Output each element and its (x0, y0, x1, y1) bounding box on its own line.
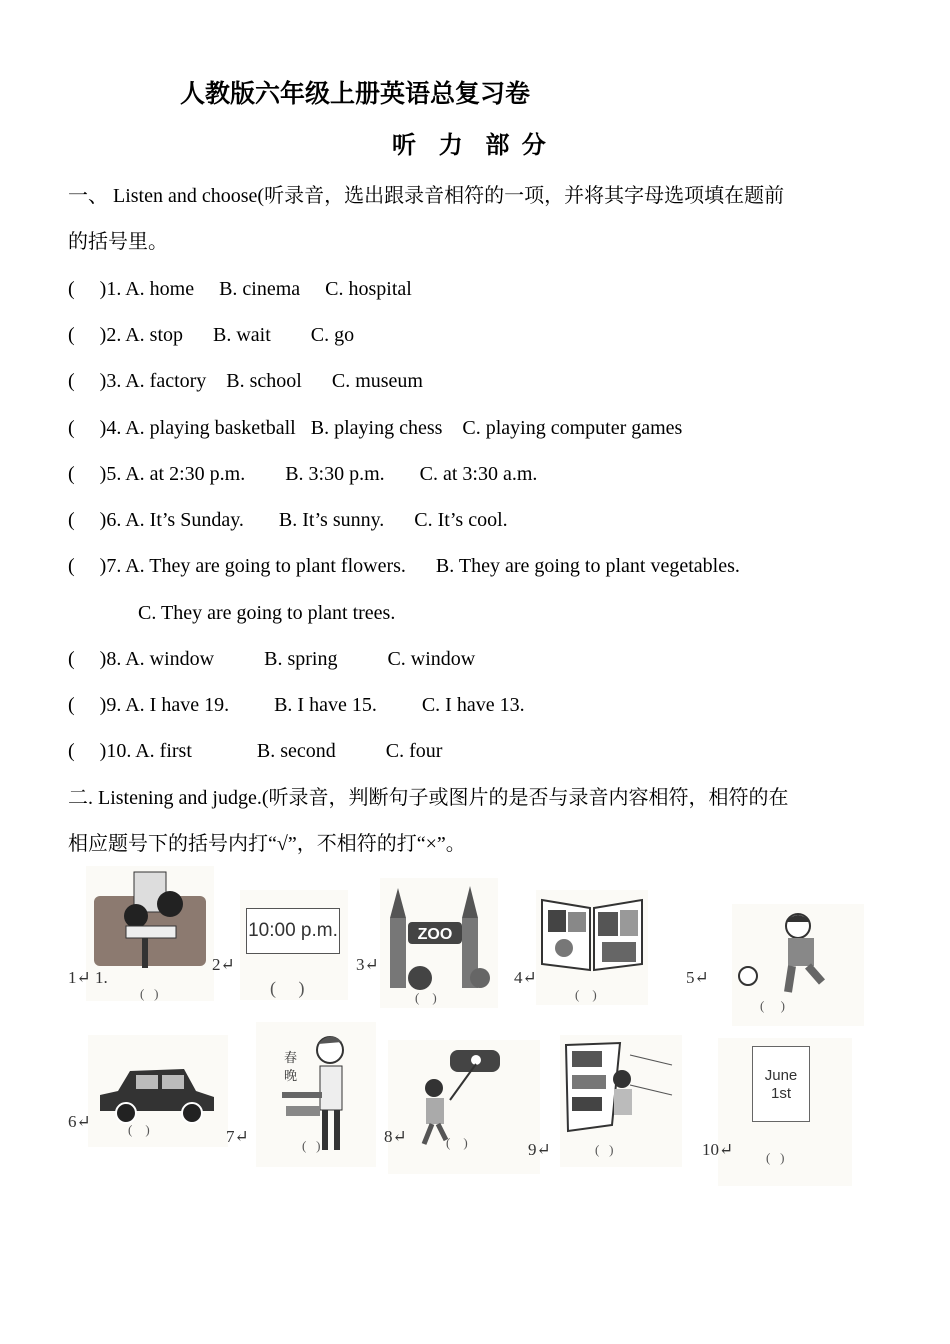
part2-instruction: 二. Listening and judge.(听录音，判断句子或图片的是否与录音内容相符，相符的在 (68, 787, 789, 809)
picture-2-answer[interactable]: ( ) (270, 978, 305, 998)
question-4: ( )4. A. playing basketball B. playing chess C. playing computer games (68, 417, 683, 439)
question-9: ( )9. A. I have 19. B. I have 15. C. I have 13. (68, 694, 525, 716)
section-heading: 听 力 部 分 (392, 131, 548, 159)
picture-2-label: 2↵ (212, 955, 235, 974)
svg-text:晚: 晚 (284, 1069, 298, 1084)
picture-9-label: 9↵ (528, 1140, 551, 1159)
page-title: 人教版六年级上册英语总复习卷 (180, 79, 531, 108)
picture-9-answer[interactable]: ( ) (595, 1142, 614, 1157)
question-5: ( )5. A. at 2:30 p.m. B. 3:30 p.m. C. at 3:30 a.m. (68, 463, 538, 485)
picture-6-answer[interactable]: ( ) (128, 1122, 150, 1137)
part2-instruction-cont: 相应题号下的括号内打“√”，不相符的打“×”。 (68, 833, 466, 855)
picture-6-label: 6↵ (68, 1112, 91, 1131)
picture-1-label: 1↵ 1. (68, 968, 108, 987)
picture-4-answer[interactable]: ( ) (575, 987, 597, 1002)
picture-8-answer[interactable]: ( ) (446, 1135, 468, 1150)
picture-football (732, 904, 864, 1026)
picture-1-answer[interactable]: ( ) (140, 986, 159, 1001)
picture-8-label: 8↵ (384, 1127, 407, 1146)
question-6: ( )6. A. It’s Sunday. B. It’s sunny. C. It’s cool. (68, 509, 508, 531)
question-8: ( )8. A. window B. spring C. window (68, 648, 476, 670)
picture-car (88, 1035, 228, 1147)
picture-5-label: 5↵ (686, 968, 709, 987)
question-10: ( )10. A. first B. second C. four (68, 740, 443, 762)
picture-zoo (380, 878, 498, 1008)
picture-calendar (718, 1038, 852, 1186)
question-2: ( )2. A. stop B. wait C. go (68, 324, 355, 346)
picture-3-answer[interactable]: ( ) (415, 990, 437, 1005)
picture-10-label: 10↵ (702, 1140, 734, 1159)
picture-10-answer[interactable]: ( ) (766, 1150, 785, 1165)
tv-show-sign: 春 (284, 1051, 298, 1066)
picture-bookshelf (560, 1035, 682, 1167)
question-7-option-c: C. They are going to plant trees. (68, 602, 396, 624)
picture-4-label: 4↵ (514, 968, 537, 987)
question-1: ( )1. A. home B. cinema C. hospital (68, 278, 412, 300)
picture-7-label: 7↵ (226, 1127, 249, 1146)
picture-kite (388, 1040, 540, 1174)
question-7: ( )7. A. They are going to plant flowers. B. They are going to plant vegetables. (68, 555, 740, 577)
zoo-sign: ZOO (417, 926, 453, 943)
picture-7-answer[interactable]: ( ) (302, 1138, 321, 1153)
part1-instruction: 一、 Listen and choose(听录音，选出跟录音相符的一项，并将其字母选项填在题前 (68, 185, 785, 207)
question-3: ( )3. A. factory B. school C. museum (68, 370, 423, 392)
calendar-date: June 1st (752, 1046, 810, 1122)
picture-3-label: 3↵ (356, 955, 379, 974)
picture-5-answer[interactable]: ( ) (760, 998, 785, 1013)
part1-instruction-cont: 的括号里。 (68, 231, 168, 253)
time-sign: 10:00 p.m. (246, 908, 340, 954)
